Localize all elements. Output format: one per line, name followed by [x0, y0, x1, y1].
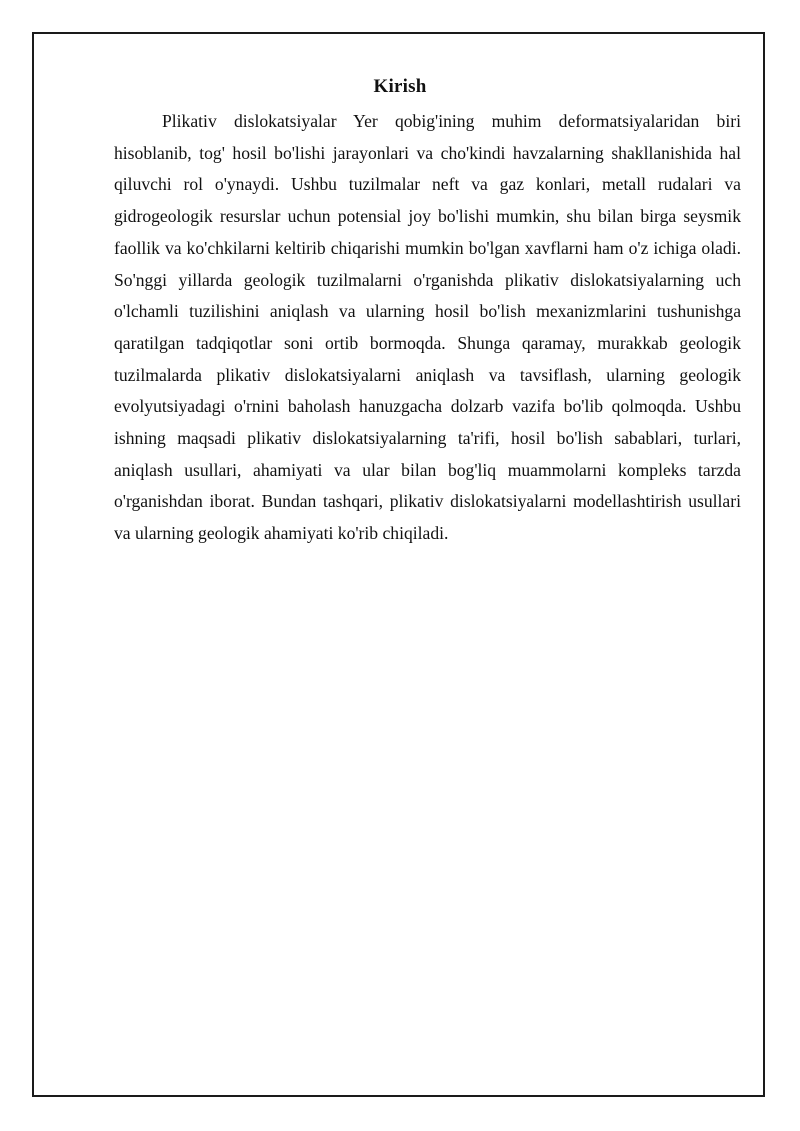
- intro-paragraph: Plikativ dislokatsiyalar Yer qobig'ining muhim deformatsiyalaridan biri hisoblanib, tog' hosil bo'lishi jarayonlari va cho'kindi havzalarning shakllanishida hal qiluvchi rol o'ynaydi. Ushbu tuzilmalar neft va gaz konlari, metall rudalari va gidrogeologik resurslar uchun potensial joy bo'lishi mumkin, shu bilan birga seysmik faollik va ko'chkilarni keltirib chiqarishi mumkin bo'lgan xavflarni ham o'z ichiga oladi. So'nggi yillarda geologik tuzilmalarni o'rganishda plikativ dislokatsiyalarning uch o'lchamli tuzilishini aniqlash va ularning hosil bo'lish mexanizmlarini tushunishga qaratilgan tadqiqotlar soni ortib bormoqda. Shunga qaramay, murakkab geologik tuzilmalarda plikativ dislokatsiyalarni aniqlash va tavsiflash, ularning geologik evolyutsiyadagi o'rnini baholash hanuzgacha dolzarb vazifa bo'lib qolmoqda. Ushbu ishning maqsadi plikativ dislokatsiyalarning ta'rifi, hosil bo'lish sabablari, turlari, aniqlash usullari, ahamiyati va ular bilan bog'liq muammolarni kompleks tarzda o'rganishdan iborat. Bundan tashqari, plikativ dislokatsiyalarni modellashtirish usullari va ularning geologik ahamiyati ko'rib chiqiladi.: [114, 111, 741, 544]
- section-title: Kirish: [373, 76, 427, 97]
